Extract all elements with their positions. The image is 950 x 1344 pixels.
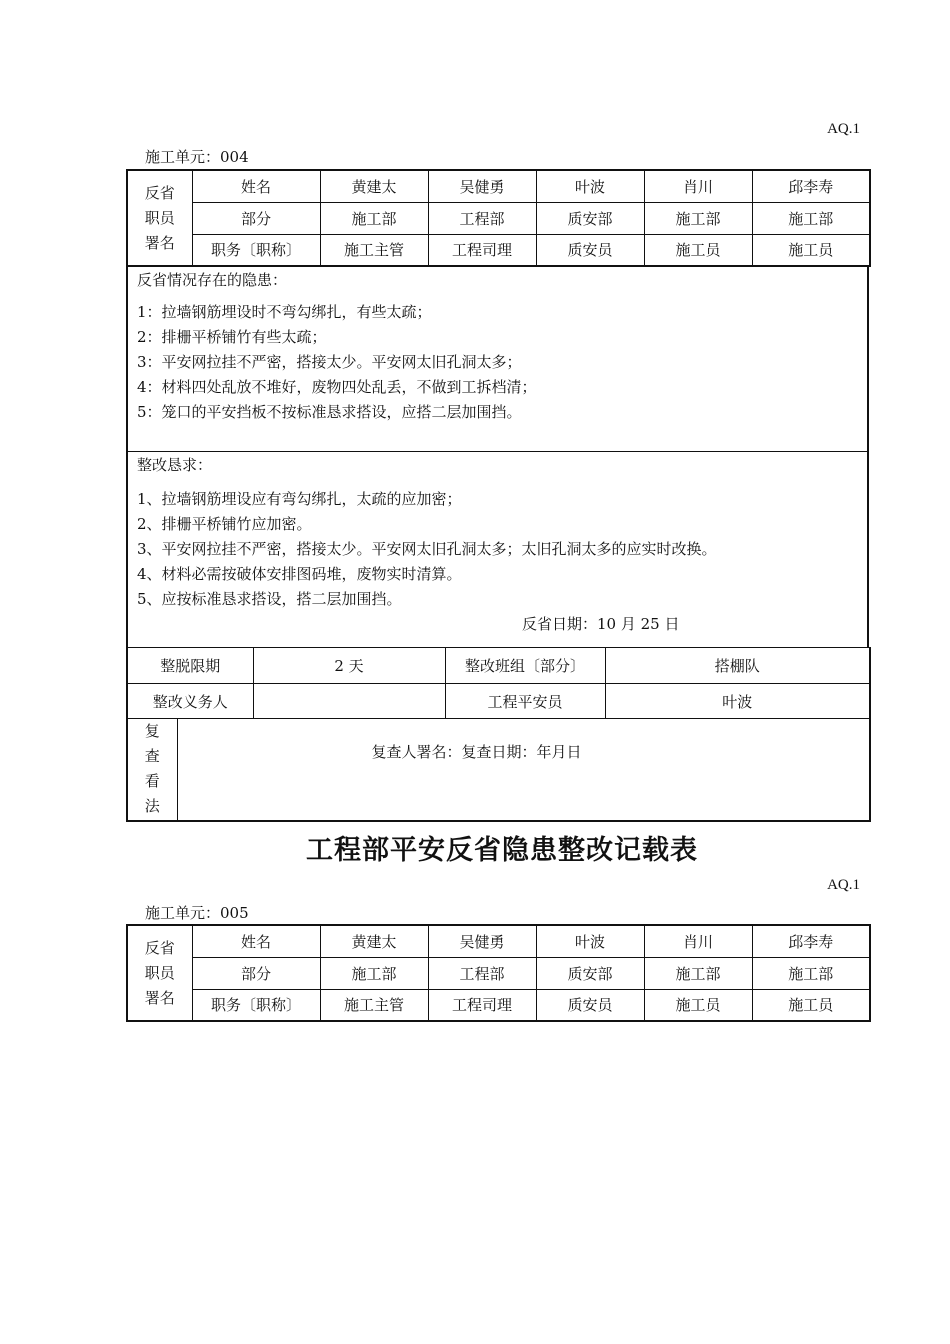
signer-name: 吴健勇	[428, 925, 536, 957]
signer-position: 施工主管	[320, 234, 428, 266]
safety-officer-label: 工程平安员	[445, 684, 605, 719]
signer-department: 工程部	[428, 957, 536, 989]
signer-position: 工程司理	[428, 234, 536, 266]
signer-name: 黄建太	[320, 170, 428, 202]
signer-name: 叶波	[536, 925, 644, 957]
signers-table	[126, 169, 871, 267]
signer-department: 工程部	[428, 202, 536, 234]
requirement-item: 2、排栅平桥铺竹应加密。	[137, 515, 312, 533]
signer-department: 施工部	[644, 202, 752, 234]
row-label-department: 部分	[192, 202, 320, 234]
requirement-item: 1、拉墙钢筋埋设应有弯勾绑扎，太疏的应加密；	[137, 490, 462, 508]
safety-officer-value: 叶波	[605, 684, 870, 719]
signer-name: 邱李寿	[752, 925, 870, 957]
row-label-name: 姓名	[192, 170, 320, 202]
page-title: 工程部平安反省隐患整改记载表	[306, 835, 698, 866]
row-label-position: 职务〔职称〕	[192, 234, 320, 266]
signer-name: 肖川	[644, 170, 752, 202]
signer-position: 施工员	[752, 234, 870, 266]
row-label-department: 部分	[192, 957, 320, 989]
review-table	[126, 718, 871, 822]
signer-name: 叶波	[536, 170, 644, 202]
signer-department: 施工部	[644, 957, 752, 989]
signers-table	[126, 924, 871, 1022]
responsible-label: 整改义务人	[127, 684, 253, 719]
signer-name: 邱李寿	[752, 170, 870, 202]
signer-department: 施工部	[752, 957, 870, 989]
hazard-item: 4：材料四处乱放不堆好，废物四处乱丢，不做到工拆档清；	[137, 378, 537, 396]
hazard-item: 3：平安网拉挂不严密，搭接太少。平安网太旧孔洞太多；	[137, 353, 522, 371]
responsible-value	[253, 684, 445, 719]
signer-position: 质安员	[536, 989, 644, 1021]
inspect-date: 反省日期：10 月 25 日	[522, 615, 680, 633]
signer-department: 施工部	[752, 202, 870, 234]
team-value: 搭棚队	[605, 648, 870, 684]
signer-position: 施工员	[752, 989, 870, 1021]
signer-position: 施工员	[644, 234, 752, 266]
hazard-item: 1：拉墙钢筋埋设时不弯勾绑扎，有些太疏；	[137, 303, 432, 321]
hazards-section	[126, 265, 869, 452]
form-code: AQ.1	[827, 877, 860, 893]
deadline-label: 整脱限期	[127, 648, 253, 684]
construction-unit: 施工单元：004	[145, 148, 249, 166]
signer-position: 施工主管	[320, 989, 428, 1021]
signer-position: 施工员	[644, 989, 752, 1021]
requirement-item: 5、应按标准恳求搭设，搭二层加围挡。	[137, 590, 402, 608]
row-label-position: 职务〔职称〕	[192, 989, 320, 1021]
requirements-section	[126, 451, 869, 648]
row-label-name: 姓名	[192, 925, 320, 957]
signer-name: 吴健勇	[428, 170, 536, 202]
signers-label: 反省 职员 署名	[127, 925, 192, 1021]
requirements-title: 整改恳求：	[137, 456, 213, 474]
signer-name: 黄建太	[320, 925, 428, 957]
signer-department: 施工部	[320, 202, 428, 234]
hazard-item: 5：笼口的平安挡板不按标准恳求搭设，应搭二层加围挡。	[137, 403, 522, 421]
deadline-value: 2 天	[253, 648, 445, 684]
hazard-item: 2：排栅平桥铺竹有些太疏；	[137, 328, 327, 346]
signer-department: 施工部	[320, 957, 428, 989]
signers-label: 反省 职员 署名	[127, 170, 192, 266]
hazards-title: 反省情况存在的隐患：	[137, 271, 288, 289]
review-content	[177, 719, 870, 821]
team-label: 整改班组〔部分〕	[445, 648, 605, 684]
signer-department: 质安部	[536, 202, 644, 234]
rectification-table	[126, 647, 871, 719]
requirement-item: 4、材料必需按破体安排图码堆，废物实时清算。	[137, 565, 462, 583]
signer-position: 质安员	[536, 234, 644, 266]
review-label: 复 查 看 法	[127, 719, 177, 821]
construction-unit: 施工单元：005	[145, 904, 249, 922]
form-code: AQ.1	[827, 121, 860, 137]
signer-position: 工程司理	[428, 989, 536, 1021]
signer-department: 质安部	[536, 957, 644, 989]
signer-name: 肖川	[644, 925, 752, 957]
requirement-item: 3、平安网拉挂不严密，搭接太少。平安网太旧孔洞太多；太旧孔洞太多的应实时改换。	[137, 540, 717, 558]
review-signature-text: 复查人署名：复查日期：年月日	[371, 743, 582, 761]
